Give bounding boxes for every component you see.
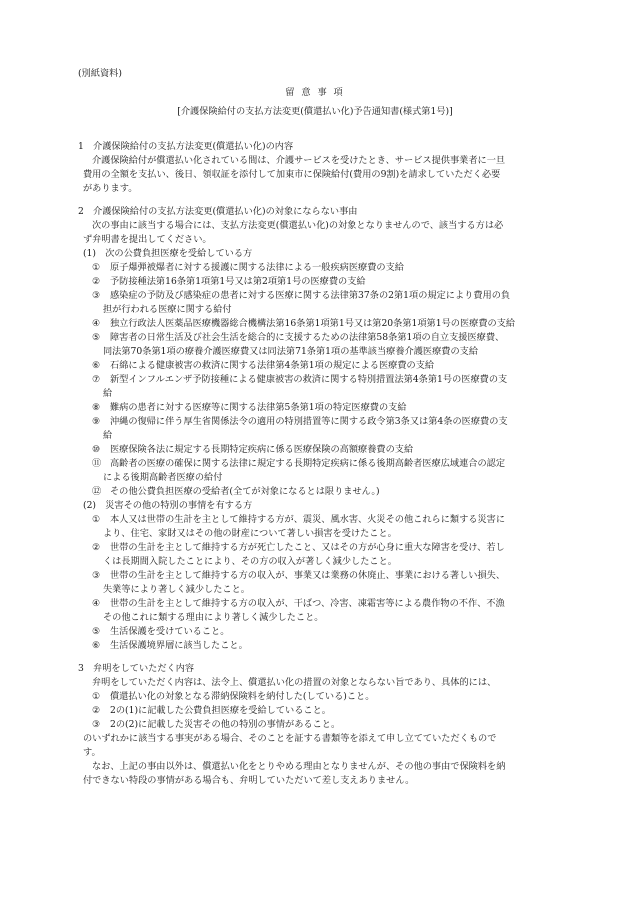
section3-item: ③ 2の(2)に記載した災害その他の特別の事情があること。: [92, 719, 341, 730]
section1-heading: 1 介護保険給付の支払方法変更(償還払い化)の内容: [78, 141, 294, 152]
sub1-item: ④ 独立行政法人医薬品医療機器総合機構法第16条第1項第1号又は第20条第1項第1号の医療費の支給: [92, 318, 516, 329]
sub1-item: ⑦ 新型インフルエンザ予防接種による健康被害の救済に関する特別措置法第4条第1号の医療費の支: [92, 374, 508, 385]
sub2-item: ⑥ 生活保護境界層に該当したこと。: [92, 640, 248, 651]
sub1-item: ⑫ その他公費負担医療の受給者(全てが対象になるとは限りません。): [92, 486, 380, 497]
section3-heading: 3 弁明をしていただく内容: [78, 663, 195, 674]
sub1-item-continuation: 給: [103, 388, 113, 399]
sub1-item: ① 原子爆弾被爆者に対する援護に関する法律による一般疾病医療費の支給: [92, 262, 404, 273]
sub1-item: ② 予防接種法第16条第1項第1号又は第2項第1号の医療費の支給: [92, 276, 366, 287]
attachment-label: (別紙資料): [78, 68, 122, 79]
section3-note-line: なお、上記の事由以外は、償還払い化をとりやめる理由となりませんが、その他の事由で保険料を納: [92, 761, 506, 772]
section2-intro-line: 次の事由に該当する場合には、支払方法変更(償還払い化)の対象となりませんので、該当する方は必: [92, 220, 504, 231]
section1-body-line: 介護保険給付が償還払い化されている間は、介護サービスを受けたとき、サービス提供事業者に一旦: [92, 155, 506, 166]
sub1-item: ⑨ 沖縄の復帰に伴う厚生省関係法令の適用の特別措置等に関する政令第3条又は第4条の医療費の支: [92, 416, 508, 427]
section3-item: ② 2の(1)に記載した公費負担医療を受給していること。: [92, 705, 331, 716]
sub1-item-continuation: 同法第70条第1項の療養介護医療費又は同法第71条第1項の基準該当療養介護医療費の支給: [103, 346, 479, 357]
sub2-heading: (2) 災害その他の特別の事情を有する方: [83, 500, 253, 511]
document-subtitle: [介護保険給付の支払方法変更(償還払い化)予告通知書(様式第1号)]: [177, 106, 453, 117]
sub1-item: ⑩ 医療保険各法に規定する長期特定疾病に係る医療保険の高額療養費の支給: [92, 444, 414, 455]
sub2-item: ② 世帯の生計を主として維持する方が死亡したこと、又はその方が心身に重大な障害を受け、若し: [92, 542, 505, 553]
section2-heading: 2 介護保険給付の支払方法変更(償還払い化)の対象にならない事由: [78, 206, 358, 217]
sub1-item: ③ 感染症の予防及び感染症の患者に対する医療に関する法律第37条の2第1項の規定により費用の負: [92, 290, 511, 301]
section3-closing-line: のいずれかに該当する事実がある場合、そのことを証する書類等を添えて申し立てていただくもので: [83, 733, 497, 744]
section3-item: ① 償還払い化の対象となる滞納保険料を納付した(している)こと。: [92, 691, 375, 702]
section3-closing-line: す。: [83, 747, 101, 758]
section3-note-line: 付できない特段の事情がある場合も、弁明していただいて差し支えありません。: [83, 775, 415, 786]
section1-body-line: 費用の全額を支払い、後日、領収証を添付して加東市に保険給付(費用の9割)を請求していただく必要: [83, 169, 501, 180]
sub1-item: ⑪ 高齢者の医療の確保に関する法律に規定する長期特定疾病に係る後期高齢者医療広域連合の認定: [92, 458, 506, 469]
sub2-item-continuation: その他これに類する理由により著しく減少したこと。: [103, 612, 324, 623]
sub2-item: ④ 世帯の生計を主として維持する方の収入が、干ばつ、冷害、凍霜害等による農作物の不作、不漁: [92, 598, 505, 609]
section3-intro: 弁明をしていただく内容は、法令上、償還払い化の措置の対象とならない旨であり、具体的には、: [92, 677, 497, 688]
sub1-item-continuation: 担が行われる医療に関する給付: [103, 304, 232, 315]
section1-body-line: があります。: [83, 183, 138, 194]
sub1-item: ⑧ 難病の患者に対する医療等に関する法律第5条第1項の特定医療費の支給: [92, 402, 407, 413]
sub2-item-continuation: くは長期間入院したことにより、その方の収入が著しく減少したこと。: [103, 556, 397, 567]
sub2-item: ⑤ 生活保護を受けていること。: [92, 626, 230, 637]
sub1-heading: (1) 次の公費負担医療を受給している方: [83, 248, 253, 259]
sub2-item-continuation: 失業等により著しく減少したこと。: [103, 584, 250, 595]
sub2-item: ① 本人又は世帯の生計を主として維持する方が、震災、風水害、火災その他これらに類する災害に: [92, 514, 506, 525]
sub2-item: ③ 世帯の生計を主として維持する方の収入が、事業又は業務の休廃止、事業における著しい損失、: [92, 570, 506, 581]
sub1-item-continuation: 給: [103, 430, 113, 441]
sub1-item: ⑥ 石綿による健康被害の救済に関する法律第4条第1項の規定による医療費の支給: [92, 360, 435, 371]
sub2-item-continuation: より、住宅、家財又はその他の財産について著しい損害を受けたこと。: [103, 528, 397, 539]
sub1-item: ⑤ 障害者の日常生活及び社会生活を総合的に支援するための法律第58条第1項の自立支援医療費、: [92, 332, 505, 343]
section2-intro-line: ず弁明書を提出してください。: [83, 234, 212, 245]
document-title: 留 意 事 項: [285, 87, 345, 98]
sub1-item-continuation: による後期高齢者医療の給付: [103, 472, 223, 483]
